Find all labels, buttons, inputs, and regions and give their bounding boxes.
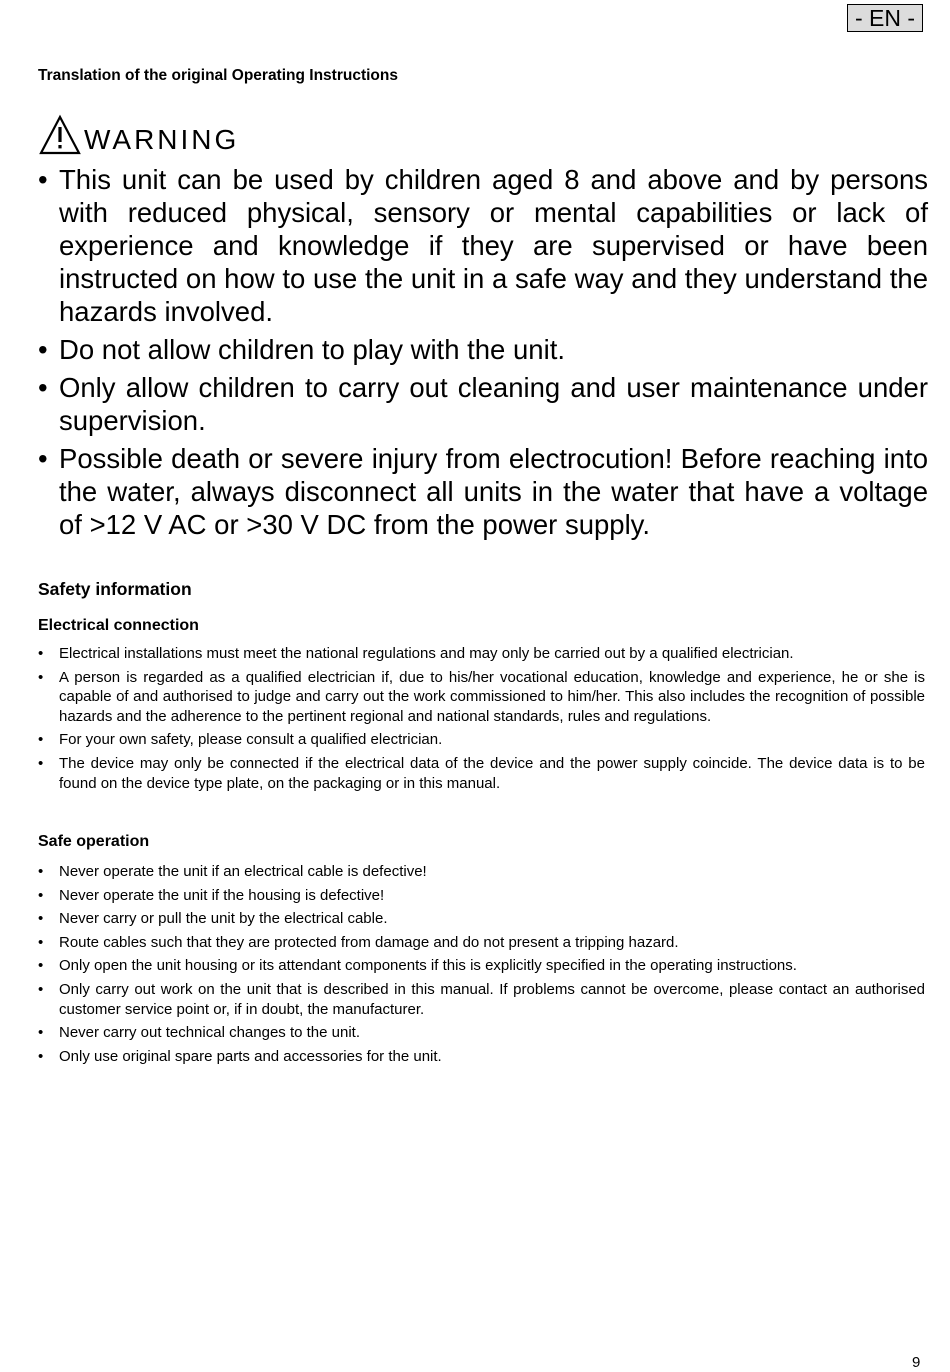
- safety-information-heading: Safety information: [38, 579, 192, 599]
- warning-triangle-icon: [38, 114, 82, 156]
- list-item: • Never operate the unit if the housing is defective!: [38, 886, 925, 906]
- list-item: • For your own safety, please consult a qualified electrician.: [38, 730, 925, 750]
- language-tag: - EN -: [847, 4, 923, 32]
- electrical-connection-heading: Electrical connection: [38, 617, 199, 634]
- warning-title: WARNING: [84, 124, 240, 155]
- warning-item: • Possible death or severe injury from electrocution! Before reaching into the water, always disconnect all units in the water that have a voltage of >12 V AC or >30 V DC from the power supply.: [38, 442, 928, 541]
- warning-item: • This unit can be used by children aged 8 and above and by persons with reduced physical, sensory or mental capabilities or lack of experience and knowledge if they are supervised or have been instructed on how to use the unit in a safe way and they understand the hazards involved.: [38, 163, 928, 328]
- warning-item: • Only allow children to carry out cleaning and user maintenance under supervision.: [38, 371, 928, 437]
- list-item: • Never operate the unit if an electrical cable is defective!: [38, 862, 925, 882]
- list-item: • Only open the unit housing or its attendant components if this is explicitly specified in the operating instructions.: [38, 956, 925, 976]
- list-item: • Only use original spare parts and accessories for the unit.: [38, 1047, 925, 1067]
- list-item: • A person is regarded as a qualified electrician if, due to his/her vocational education, knowledge and experience, he or she is capable of and authorised to judge and carry out the work commissioned to him/her. This also includes the recognition of possible hazards and the adherence to the pertinent regional and national standards, rules and regulations.: [38, 668, 925, 727]
- document-subtitle: Translation of the original Operating Instructions: [38, 67, 398, 84]
- list-item: • The device may only be connected if the electrical data of the device and the power supply coincide. The device data is to be found on the device type plate, on the packaging or in this manual.: [38, 754, 925, 793]
- page-number: 9: [912, 1354, 921, 1371]
- list-item: • Never carry or pull the unit by the electrical cable.: [38, 909, 925, 929]
- electrical-connection-list: [38, 644, 925, 797]
- safe-operation-heading: Safe operation: [38, 833, 150, 850]
- warning-list: [38, 163, 928, 546]
- warning-header: [38, 108, 239, 156]
- list-item: • Only carry out work on the unit that is described in this manual. If problems cannot be overcome, please contact an authorised customer service point or, if in doubt, the manufacturer.: [38, 980, 925, 1019]
- warning-item: • Do not allow children to play with the unit.: [38, 333, 928, 366]
- safe-operation-list: [38, 862, 925, 1070]
- list-item: • Electrical installations must meet the national regulations and may only be carried out by a qualified electrician.: [38, 644, 925, 664]
- list-item: • Route cables such that they are protected from damage and do not present a tripping hazard.: [38, 933, 925, 953]
- list-item: • Never carry out technical changes to the unit.: [38, 1023, 925, 1043]
